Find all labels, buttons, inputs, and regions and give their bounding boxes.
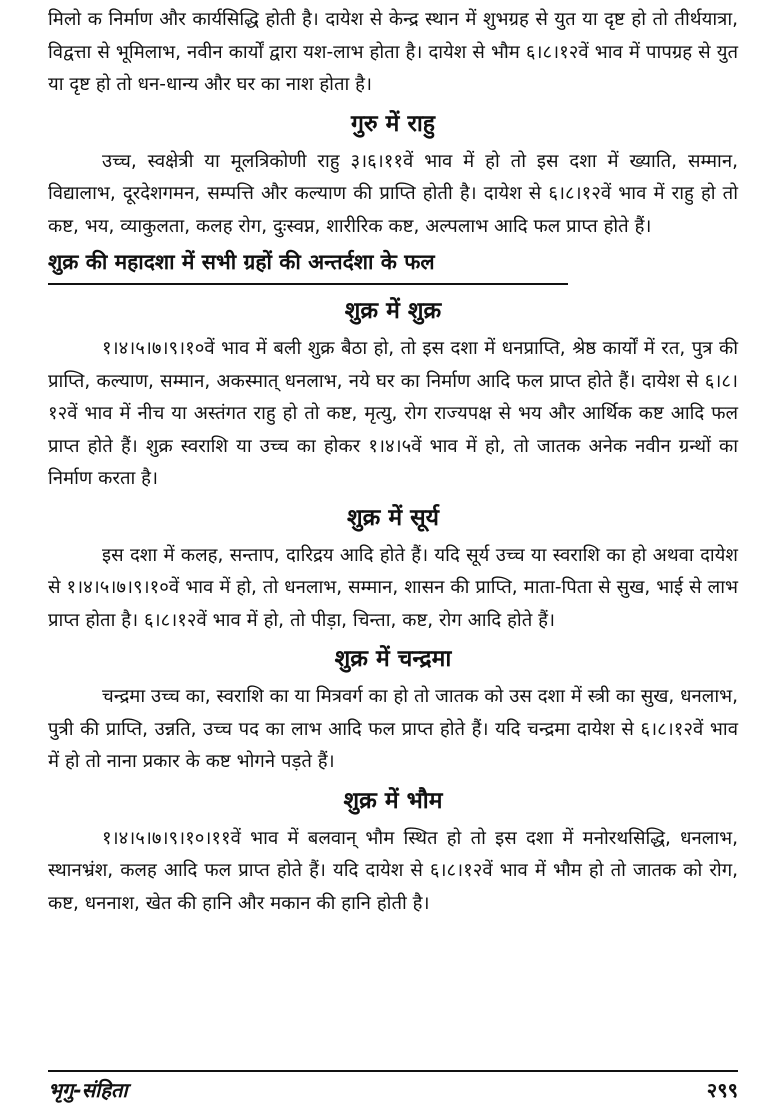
paragraph-shukra-chandrama: चन्द्रमा उच्च का, स्वराशि का या मित्रवर्ग का हो तो जातक को उस दशा में स्त्री का सुख, धनलाभ, पुत्री की प्राप्ति, उन्नति, उच्च पद का लाभ आदि फल प्राप्त होते हैं। यदि चन्द्रमा दायेश से ६।८।१२वें भाव में हो तो नाना प्रकार के कष्ट भोगने पड़ते हैं।	[48, 686, 738, 772]
intro-paragraph: मिलो क निर्माण और कार्यसिद्धि होती है। दायेश से केन्द्र स्थान में शुभग्रह से युत या दृष्ट हो तो तीर्थयात्रा, विद्वत्ता से भूमिलाभ, नवीन कार्यों द्वारा यश-लाभ होता है। दायेश से भौम ६।८।१२वें भाव में पापग्रह से युत या दृष्ट हो तो धन-धान्य और घर का नाश होता है।	[48, 9, 738, 95]
book-title: भृगु-संहिता	[48, 1078, 128, 1102]
page-number: २९९	[706, 1078, 738, 1102]
heading-shukra-bhaum: शुक्र में भौम	[343, 787, 443, 814]
heading-shukra-chandrama: शुक्र में चन्द्रमा	[334, 646, 452, 672]
paragraph-guru-rahu: उच्च, स्वक्षेत्री या मूलत्रिकोणी राहु ३।६।११वें भाव में हो तो इस दशा में ख्याति, सम्मान, विद्यालाभ, दूरदेशगमन, सम्पत्ति और कल्याण की प्राप्ति होती है। दायेश से ६।८।१२वें भाव में राहु हो तो कष्ट, भय, व्याकुलता, कलह रोग, दुःस्वप्न, शारीरिक कष्ट, अल्पलाभ आदि फल प्राप्त होते हैं।	[48, 150, 738, 237]
heading-guru-rahu: गुरु में राहु	[350, 110, 436, 137]
paragraph-shukra-shukra: १।४।५।७।९।१०वें भाव में बली शुक्र बैठा हो, तो इस दशा में धनप्राप्ति, श्रेष्ठ कार्यों में रत, पुत्र की प्राप्ति, कल्याण, सम्मान, अकस्मात् धनलाभ, नये घर का निर्माण आदि फल प्राप्त होते हैं। दायेश से ६।८।१२वें भाव में नीच या अस्तंगत राहु हो तो कष्ट, मृत्यु, रोग राज्यपक्ष से भय और आर्थिक कष्ट आदि फल प्राप्त होते हैं। शुक्र स्वराशि या उच्च का होकर १।४।५वें भाव में हो, तो जातक अनेक नवीन ग्रन्थों का निर्माण करता है।	[48, 338, 738, 489]
paragraph-shukra-bhaum: १।४।५।७।९।१०।११वें भाव में बलवान् भौम स्थित हो तो इस दशा में मनोरथसिद्धि, धनलाभ, स्थानभ्रंश, कलह आदि फल प्राप्त होते हैं। यदि दायेश से ६।८।१२वें भाव में भौम हो तो जातक को रोग, कष्ट, धननाश, खेत की हानि और मकान की हानि होती है।	[48, 827, 738, 914]
heading-shukra-shukra: शुक्र में शुक्र	[344, 298, 442, 324]
page-content	[48, 4, 738, 920]
page-footer	[48, 1070, 738, 1103]
paragraph-shukra-surya: इस दशा में कलह, सन्ताप, दारिद्रय आदि होते हैं। यदि सूर्य उच्च या स्वराशि का हो अथवा दायेश से १।४।५।७।९।१०वें भाव में हो, तो धनलाभ, सम्मान, शासन की प्राप्ति, माता-पिता से सुख, भाई से लाभ प्राप्त होता है। ६।८।१२वें भाव में हो, तो पीड़ा, चिन्ता, कष्ट, रोग आदि होते हैं।	[48, 544, 738, 631]
section-heading-shukra-mahadasha: शुक्र की महादशा में सभी ग्रहों की अन्तर्दशा के फल	[48, 245, 568, 285]
heading-shukra-surya: शुक्र में सूर्य	[347, 504, 439, 531]
